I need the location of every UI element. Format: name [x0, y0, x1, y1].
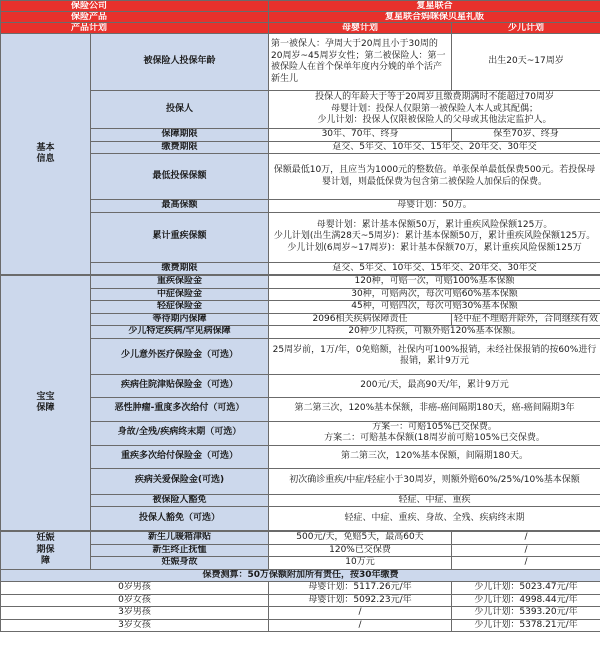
care-value: 初次确诊重疾/中症/轻症小于30周岁，则额外赔60%/25%/10%基本保额	[269, 468, 600, 494]
product-value: 复星联合妈咪保贝星礼版	[269, 12, 600, 23]
premium-who-3: 3岁女孩	[1, 619, 269, 632]
wait-right: 轻中症不理赔并除外，合同继续有效	[452, 313, 600, 326]
term-mother: 30年、70年、终身	[269, 129, 452, 142]
icu-mother: 500元/天，免赔5天，最高60天	[269, 532, 452, 545]
baby-section-table	[0, 275, 600, 531]
max-label: 最高保额	[91, 200, 269, 213]
multi-value: 第二第三次，120%基本保额，间隔期180天。	[269, 445, 600, 468]
plan-label: 产品计划	[1, 23, 269, 34]
disab-label: 身故/全残/疾病终末期（可选）	[91, 421, 269, 445]
preg-term-label: 新生终止抚恤	[91, 544, 269, 557]
cancer-label: 恶性肿瘤-重度多次给付（可选）	[91, 397, 269, 421]
disab-value	[269, 421, 600, 445]
waive-holder-label: 投保人豁免（可选）	[91, 507, 269, 531]
waive-ins-value: 轻症、中症、重疾	[269, 494, 600, 507]
cum-line2: 少儿计划(出生满28天~5周岁)：累计基本保额50万，累计重疾风险保额125万。	[273, 231, 596, 242]
section-basic	[1, 34, 91, 275]
pay2-value: 趸交、5年交、10年交、15年交、20年交、30年交	[269, 262, 600, 275]
wait-label: 等待期内保障	[91, 313, 269, 326]
wait-left: 2096相关疾病保障责任	[269, 313, 452, 326]
ci-label: 重疾保险金	[91, 276, 269, 289]
special-label: 少儿特定疾病/罕见病保障	[91, 326, 269, 339]
premium-mother-0: 母婴计划：5117.26元/年	[269, 582, 452, 595]
insurance-comparison-table	[0, 0, 600, 275]
premium-mother-3: /	[269, 619, 452, 632]
icu-label: 新生儿暖箱津贴	[91, 532, 269, 545]
accident-label: 少儿意外医疗保险金（可选）	[91, 338, 269, 374]
company-label: 保险公司	[1, 1, 269, 12]
premium-who-2: 3岁男孩	[1, 607, 269, 620]
care-label: 疾病关爱保险金(可选)	[91, 468, 269, 494]
preg-term-child: /	[452, 544, 600, 557]
preg-death-mother: 10万元	[269, 557, 452, 570]
cum-label: 累计重疾保额	[91, 212, 269, 262]
section-basic-label: 基本信息	[36, 142, 55, 164]
pay2-label: 缴费期限	[91, 262, 269, 275]
preg-term-mother: 120%已交保费	[269, 544, 452, 557]
min-value: 保额最低10万，且应当为1000元的整数倍。单张保单最低保费500元。若投保母婴计划，则最低保费为包含第二被保险人加保后的保费。	[269, 154, 600, 200]
preg-death-label: 妊娠身故	[91, 557, 269, 570]
premium-mother-2: /	[269, 607, 452, 620]
multi-label: 重疾多次给付保险金（可选）	[91, 445, 269, 468]
section-baby-label: 宝宝保障	[36, 391, 55, 413]
age-child: 出生20天~17周岁	[452, 34, 600, 91]
plan-child: 少儿计划	[452, 23, 600, 34]
section-pregnancy	[1, 532, 91, 570]
holder-label: 投保人	[91, 91, 269, 129]
premium-who-0: 0岁男孩	[1, 582, 269, 595]
mild-value: 45种，可赔四次，每次可赔30%基本保额	[269, 301, 600, 314]
hosp-label: 疾病住院津贴保险金（可选）	[91, 374, 269, 397]
cum-value	[269, 212, 600, 262]
icu-child: /	[452, 532, 600, 545]
disab-line2: 方案二：可赔基本保额(18周岁前可赔105%已交保费。	[324, 433, 545, 443]
cum-line1: 母婴计划：累计基本保额50万，累计重疾风险保额125万。	[316, 219, 553, 230]
mid-value: 30种，可赔两次，每次可赔60%基本保额	[269, 288, 600, 301]
pay-label: 缴费期限	[91, 141, 269, 154]
waive-holder-value: 轻症、中症、重疾、身故、全残、疾病终末期	[269, 507, 600, 531]
holder-line3: 少儿计划：投保人仅限被保险人的父母或其他法定监护人。	[317, 115, 552, 126]
product-label: 保险产品	[1, 12, 269, 23]
term-label: 保障期限	[91, 129, 269, 142]
holder-line1: 投保人的年龄大于等于20周岁且缴费期满时不能超过70周岁	[315, 92, 554, 103]
premium-who-1: 0岁女孩	[1, 594, 269, 607]
holder-line2: 母婴计划：投保人仅限第一被保险人本人或其配偶；	[331, 103, 539, 114]
premium-child-1: 少儿计划：4998.44元/年	[452, 594, 600, 607]
mild-label: 轻症保险金	[91, 301, 269, 314]
premium-child-2: 少儿计划：5393.20元/年	[452, 607, 600, 620]
term-child: 保至70岁、终身	[452, 129, 600, 142]
max-value: 母婴计划：50万。	[269, 200, 600, 213]
premium-child-0: 少儿计划：5023.47元/年	[452, 582, 600, 595]
premium-child-3: 少儿计划：5378.21元/年	[452, 619, 600, 632]
pay-value: 趸交、5年交、10年交、15年交、20年交、30年交	[269, 141, 600, 154]
section-baby	[1, 276, 91, 531]
preg-death-child: /	[452, 557, 600, 570]
accident-value: 25周岁前，1万/年，0免赔额，社保内可100%报销，未经社保报销的按60%进行报销，累计9万元	[269, 338, 600, 374]
hosp-value: 200元/天，最高90天/年，累计9万元	[269, 374, 600, 397]
company-value: 复星联合	[269, 1, 600, 12]
age-mother: 第一被保人：孕周大于20周且小于30周的20周岁~45周岁女性；第二被保险人：第一被保险人在首个保单年度内分娩的单个活产新生儿	[269, 34, 452, 91]
min-label: 最低投保保额	[91, 154, 269, 200]
ci-value: 120种，可赔一次，可赔100%基本保额	[269, 276, 600, 289]
special-value: 20种少儿特疾，可额外赔120%基本保额。	[269, 326, 600, 339]
holder-value	[269, 91, 600, 129]
cancer-value: 第二第三次，120%基本保额，非癌-癌间隔期180天，癌-癌间隔期3年	[269, 397, 600, 421]
disab-line1: 方案一：可赔105%已交保费。	[372, 421, 497, 432]
plan-mother: 母婴计划	[269, 23, 452, 34]
cum-line3: 少儿计划(6周岁~17周岁)：累计基本保额70万，累计重疾风险保额125万	[287, 242, 582, 253]
section-pregnancy-label: 妊娠期保障	[36, 533, 55, 566]
age-label: 被保险人投保年龄	[91, 34, 269, 91]
premium-title: 保费测算：50万保额附加所有责任，按30年缴费	[1, 569, 600, 582]
premium-mother-1: 母婴计划：5092.23元/年	[269, 594, 452, 607]
waive-ins-label: 被保险人豁免	[91, 494, 269, 507]
mid-label: 中症保险金	[91, 288, 269, 301]
pregnancy-section-table	[0, 531, 600, 632]
